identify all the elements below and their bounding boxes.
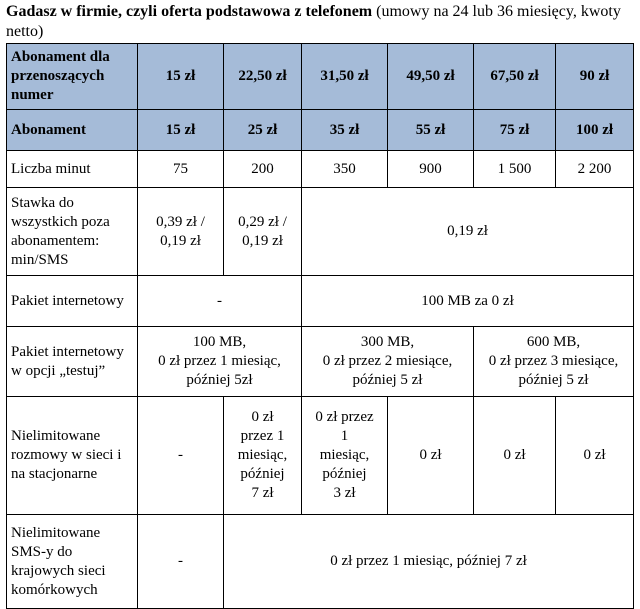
row-minutes bbox=[7, 151, 634, 188]
cell-line: miesiąc, bbox=[237, 447, 288, 463]
value-cell bbox=[138, 327, 302, 397]
row-internet bbox=[7, 276, 634, 327]
price-cell: 90 zł bbox=[556, 44, 634, 110]
value-cell: - bbox=[138, 397, 224, 515]
value-cell: 0 zł bbox=[388, 397, 474, 515]
value-cell bbox=[302, 397, 388, 515]
price-cell: 49,50 zł bbox=[388, 44, 474, 110]
row-label: Abonament bbox=[7, 110, 138, 151]
price-cell: 25 zł bbox=[224, 110, 302, 151]
value-cell: - bbox=[138, 276, 302, 327]
row-label: Nielimitowane SMS-y do krajowych sieci komórkowych bbox=[7, 515, 138, 609]
cell-line: 0 zł przez 2 miesiące, bbox=[322, 353, 453, 369]
cell-line: 3 zł bbox=[333, 485, 356, 501]
cell-line: później 5 zł bbox=[352, 372, 423, 388]
value-cell bbox=[302, 327, 474, 397]
price-cell: 67,50 zł bbox=[474, 44, 556, 110]
row-label: Nielimitowane rozmowy w sieci i na stacjonarne bbox=[7, 397, 138, 515]
cell-line: 7 zł bbox=[251, 485, 274, 501]
cell-line: przez 1 bbox=[240, 428, 285, 444]
value-cell bbox=[474, 327, 634, 397]
row-unlimited-calls bbox=[7, 397, 634, 515]
cell-line: później bbox=[322, 466, 367, 482]
row-test-package bbox=[7, 327, 634, 397]
cell-line: później bbox=[240, 466, 285, 482]
value-cell: 2 200 bbox=[556, 151, 634, 188]
row-unlimited-sms bbox=[7, 515, 634, 609]
value-cell: 0,29 zł / 0,19 zł bbox=[224, 188, 302, 276]
value-cell: 900 bbox=[388, 151, 474, 188]
cell-line: później 5 zł bbox=[518, 372, 589, 388]
cell-line: 600 MB, bbox=[526, 334, 581, 350]
cell-line: 0 zł przez bbox=[315, 409, 374, 425]
offer-title-bold: Gadasz w firmie, czyli oferta podstawowa z telefonem bbox=[6, 3, 373, 20]
cell-line: 100 MB, bbox=[192, 334, 247, 350]
row-label: Pakiet internetowy bbox=[7, 276, 138, 327]
value-cell: 0 zł bbox=[556, 397, 634, 515]
value-cell: 0,39 zł / 0,19 zł bbox=[138, 188, 224, 276]
row-subscription bbox=[7, 110, 634, 151]
price-cell: 75 zł bbox=[474, 110, 556, 151]
cell-line: miesiąc, bbox=[319, 447, 370, 463]
price-cell: 31,50 zł bbox=[302, 44, 388, 110]
value-cell bbox=[224, 397, 302, 515]
cell-line: 0 zł bbox=[251, 409, 274, 425]
value-cell: 75 bbox=[138, 151, 224, 188]
row-rate bbox=[7, 188, 634, 276]
price-cell: 55 zł bbox=[388, 110, 474, 151]
offer-title bbox=[6, 2, 631, 42]
value-cell: 350 bbox=[302, 151, 388, 188]
offer-title-note: (umowy na 24 lub 36 miesięcy, kwoty netto) bbox=[6, 3, 621, 40]
price-cell: 35 zł bbox=[302, 110, 388, 151]
row-label: Abonament dla przenoszących numer bbox=[7, 44, 138, 110]
value-cell: 0 zł bbox=[474, 397, 556, 515]
price-cell: 22,50 zł bbox=[224, 44, 302, 110]
row-porting-subscription bbox=[7, 44, 634, 110]
price-cell: 15 zł bbox=[138, 110, 224, 151]
cell-line: 300 MB, bbox=[360, 334, 415, 350]
row-label: Liczba minut bbox=[7, 151, 138, 188]
value-cell: 1 500 bbox=[474, 151, 556, 188]
value-cell: 0,19 zł bbox=[302, 188, 634, 276]
row-label: Pakiet internetowy w opcji „testuj” bbox=[7, 327, 138, 397]
cell-line: 0 zł przez 1 miesiąc, bbox=[158, 353, 281, 369]
cell-line: później 5zł bbox=[186, 372, 253, 388]
price-cell: 15 zł bbox=[138, 44, 224, 110]
price-cell: 100 zł bbox=[556, 110, 634, 151]
value-cell: - bbox=[138, 515, 224, 609]
cell-line: 1 bbox=[340, 428, 349, 444]
value-cell: 100 MB za 0 zł bbox=[302, 276, 634, 327]
offer-table bbox=[6, 43, 634, 609]
cell-line: 0 zł przez 3 miesiące, bbox=[488, 353, 619, 369]
row-label: Stawka do wszystkich poza abonamentem: min/SMS bbox=[7, 188, 138, 276]
value-cell: 200 bbox=[224, 151, 302, 188]
value-cell: 0 zł przez 1 miesiąc, później 7 zł bbox=[224, 515, 634, 609]
